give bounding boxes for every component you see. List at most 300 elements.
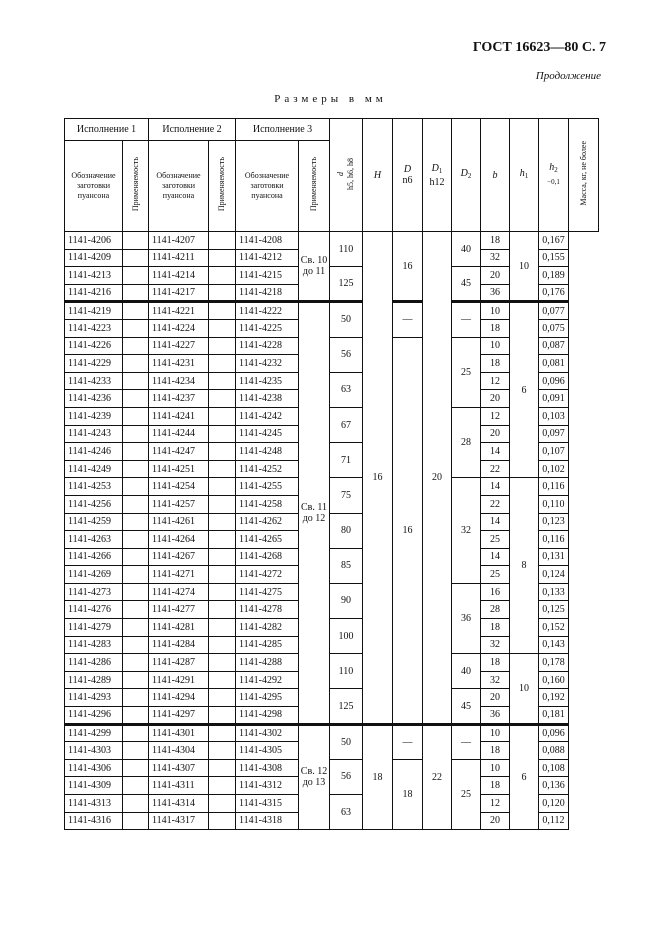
- b-value: 28: [452, 407, 481, 477]
- h1-value: 22: [481, 460, 510, 478]
- mass-value: 0,136: [539, 777, 569, 795]
- applicability-2: [209, 372, 236, 390]
- h1-value: 32: [481, 671, 510, 689]
- designation-3: 1141-4225: [236, 319, 299, 337]
- header-applicability-3: Применяемость: [299, 141, 330, 232]
- designation-1: 1141-4299: [65, 724, 123, 742]
- table-caption: Размеры в мм: [274, 93, 387, 105]
- applicability-1: [123, 689, 149, 707]
- applicability-1: [123, 284, 149, 302]
- applicability-1: [123, 777, 149, 795]
- applicability-1: [123, 460, 149, 478]
- applicability-2: [209, 601, 236, 619]
- designation-1: 1141-4249: [65, 460, 123, 478]
- designation-2: 1141-4297: [149, 707, 209, 725]
- applicability-1: [123, 759, 149, 777]
- mass-value: 0,081: [539, 355, 569, 373]
- d-value: Св. 10 до 11: [299, 232, 330, 302]
- table-row: [65, 654, 599, 672]
- mass-value: 0,160: [539, 671, 569, 689]
- h-value: 125: [330, 267, 363, 302]
- applicability-2: [209, 249, 236, 267]
- mass-value: 0,131: [539, 548, 569, 566]
- designation-1: 1141-4246: [65, 443, 123, 461]
- mass-value: 0,096: [539, 724, 569, 742]
- designation-3: 1141-4232: [236, 355, 299, 373]
- designation-3: 1141-4242: [236, 407, 299, 425]
- mass-value: 0,107: [539, 443, 569, 461]
- designation-2: 1141-4244: [149, 425, 209, 443]
- mass-value: 0,097: [539, 425, 569, 443]
- applicability-1: [123, 355, 149, 373]
- b-value: —: [452, 302, 481, 337]
- h1-value: 18: [481, 319, 510, 337]
- h1-value: 18: [481, 355, 510, 373]
- applicability-2: [209, 337, 236, 355]
- applicability-1: [123, 548, 149, 566]
- designation-1: 1141-4233: [65, 372, 123, 390]
- h1-value: 18: [481, 742, 510, 760]
- h-value: 56: [330, 337, 363, 372]
- mass-value: 0,167: [539, 232, 569, 250]
- designation-2: 1141-4307: [149, 759, 209, 777]
- mass-value: 0,178: [539, 654, 569, 672]
- applicability-2: [209, 478, 236, 496]
- dimensions-table: [64, 118, 599, 830]
- designation-2: 1141-4287: [149, 654, 209, 672]
- h2-value: 10: [510, 232, 539, 302]
- h1-value: 18: [481, 232, 510, 250]
- designation-2: 1141-4281: [149, 619, 209, 637]
- applicability-1: [123, 337, 149, 355]
- designation-1: 1141-4219: [65, 302, 123, 320]
- designation-2: 1141-4207: [149, 232, 209, 250]
- designation-2: 1141-4257: [149, 495, 209, 513]
- d1-value: —: [393, 724, 423, 759]
- applicability-1: [123, 390, 149, 408]
- designation-1: 1141-4293: [65, 689, 123, 707]
- designation-3: 1141-4245: [236, 425, 299, 443]
- b-value: 45: [452, 689, 481, 724]
- b-value: 45: [452, 267, 481, 302]
- designation-3: 1141-4248: [236, 443, 299, 461]
- applicability-1: [123, 407, 149, 425]
- designation-2: 1141-4291: [149, 671, 209, 689]
- applicability-1: [123, 425, 149, 443]
- designation-2: 1141-4274: [149, 583, 209, 601]
- designation-3: 1141-4235: [236, 372, 299, 390]
- mass-value: 0,112: [539, 812, 569, 830]
- b-value: 32: [452, 478, 481, 584]
- designation-3: 1141-4218: [236, 284, 299, 302]
- mass-value: 0,181: [539, 707, 569, 725]
- applicability-2: [209, 671, 236, 689]
- designation-1: 1141-4306: [65, 759, 123, 777]
- designation-2: 1141-4224: [149, 319, 209, 337]
- applicability-1: [123, 795, 149, 813]
- designation-1: 1141-4296: [65, 707, 123, 725]
- applicability-1: [123, 601, 149, 619]
- designation-2: 1141-4221: [149, 302, 209, 320]
- h-value: 56: [330, 759, 363, 794]
- designation-1: 1141-4266: [65, 548, 123, 566]
- group-header-1: Исполнение 1: [65, 119, 149, 141]
- header-mass: Масса, кг, не более: [569, 119, 599, 232]
- header-D: D n6: [393, 119, 423, 232]
- header-applicability-1: Применяемость: [123, 141, 149, 232]
- h1-value: 20: [481, 689, 510, 707]
- designation-2: 1141-4317: [149, 812, 209, 830]
- designation-3: 1141-4228: [236, 337, 299, 355]
- designation-2: 1141-4261: [149, 513, 209, 531]
- applicability-2: [209, 759, 236, 777]
- designation-3: 1141-4295: [236, 689, 299, 707]
- table-row: [65, 478, 599, 496]
- table-row: [65, 232, 599, 250]
- mass-value: 0,123: [539, 513, 569, 531]
- designation-3: 1141-4312: [236, 777, 299, 795]
- h1-value: 14: [481, 513, 510, 531]
- designation-2: 1141-4211: [149, 249, 209, 267]
- applicability-2: [209, 232, 236, 250]
- group-header-2: Исполнение 2: [149, 119, 236, 141]
- designation-2: 1141-4271: [149, 566, 209, 584]
- applicability-1: [123, 566, 149, 584]
- h-value: 125: [330, 689, 363, 724]
- h2-value: 6: [510, 724, 539, 830]
- mass-value: 0,133: [539, 583, 569, 601]
- designation-2: 1141-4251: [149, 460, 209, 478]
- h1-value: 22: [481, 495, 510, 513]
- b-value: 25: [452, 759, 481, 829]
- header-h1: $h_1$: [510, 119, 539, 232]
- mass-value: 0,108: [539, 759, 569, 777]
- b-value: —: [452, 724, 481, 759]
- applicability-1: [123, 654, 149, 672]
- designation-3: 1141-4238: [236, 390, 299, 408]
- applicability-1: [123, 619, 149, 637]
- h1-value: 18: [481, 777, 510, 795]
- h1-value: 25: [481, 566, 510, 584]
- designation-3: 1141-4215: [236, 267, 299, 285]
- h-value: 85: [330, 548, 363, 583]
- designation-3: 1141-4272: [236, 566, 299, 584]
- applicability-2: [209, 583, 236, 601]
- mass-value: 0,192: [539, 689, 569, 707]
- h1-value: 14: [481, 478, 510, 496]
- table-row: [65, 724, 599, 742]
- applicability-2: [209, 707, 236, 725]
- header-d: d h5, h6, h8: [330, 119, 363, 232]
- designation-3: 1141-4255: [236, 478, 299, 496]
- applicability-1: [123, 372, 149, 390]
- group-header-3: Исполнение 3: [236, 119, 330, 141]
- h-value: 80: [330, 513, 363, 548]
- designation-3: 1141-4282: [236, 619, 299, 637]
- h-value: 71: [330, 443, 363, 478]
- applicability-2: [209, 566, 236, 584]
- h1-value: 16: [481, 583, 510, 601]
- mass-value: 0,091: [539, 390, 569, 408]
- h1-value: 36: [481, 284, 510, 302]
- designation-1: 1141-4289: [65, 671, 123, 689]
- designation-3: 1141-4278: [236, 601, 299, 619]
- header-H: H: [363, 119, 393, 232]
- d2-value: 20: [423, 232, 452, 725]
- h1-value: 12: [481, 407, 510, 425]
- applicability-1: [123, 302, 149, 320]
- h-value: 75: [330, 478, 363, 513]
- h1-value: 10: [481, 724, 510, 742]
- designation-1: 1141-4259: [65, 513, 123, 531]
- header-designation-1: Обозначение заготовки пуансона: [65, 141, 123, 232]
- applicability-2: [209, 531, 236, 549]
- table-row: [65, 302, 599, 320]
- mass-value: 0,189: [539, 267, 569, 285]
- mass-value: 0,088: [539, 742, 569, 760]
- h-value: 110: [330, 232, 363, 267]
- designation-3: 1141-4318: [236, 812, 299, 830]
- h-value: 100: [330, 619, 363, 654]
- designation-3: 1141-4258: [236, 495, 299, 513]
- b-value: 25: [452, 337, 481, 407]
- mass-value: 0,103: [539, 407, 569, 425]
- designation-2: 1141-4254: [149, 478, 209, 496]
- h-value: 67: [330, 407, 363, 442]
- h-value: 63: [330, 795, 363, 830]
- designation-3: 1141-4268: [236, 548, 299, 566]
- mass-value: 0,143: [539, 636, 569, 654]
- designation-2: 1141-4231: [149, 355, 209, 373]
- mass-value: 0,087: [539, 337, 569, 355]
- standard-title: ГОСТ 16623—80 С. 7: [472, 40, 606, 55]
- mass-value: 0,077: [539, 302, 569, 320]
- header-b: b: [481, 119, 510, 232]
- applicability-2: [209, 319, 236, 337]
- designation-3: 1141-4285: [236, 636, 299, 654]
- applicability-1: [123, 742, 149, 760]
- mass-value: 0,152: [539, 619, 569, 637]
- designation-2: 1141-4294: [149, 689, 209, 707]
- mass-value: 0,120: [539, 795, 569, 813]
- applicability-1: [123, 267, 149, 285]
- applicability-1: [123, 707, 149, 725]
- b-value: 36: [452, 583, 481, 653]
- d2-value: 22: [423, 724, 452, 830]
- applicability-2: [209, 425, 236, 443]
- designation-3: 1141-4302: [236, 724, 299, 742]
- designation-1: 1141-4209: [65, 249, 123, 267]
- designation-3: 1141-4305: [236, 742, 299, 760]
- applicability-1: [123, 513, 149, 531]
- designation-1: 1141-4239: [65, 407, 123, 425]
- applicability-2: [209, 495, 236, 513]
- designation-3: 1141-4262: [236, 513, 299, 531]
- d-value: Св. 12 до 13: [299, 724, 330, 830]
- designation-2: 1141-4277: [149, 601, 209, 619]
- h1-value: 20: [481, 425, 510, 443]
- applicability-2: [209, 443, 236, 461]
- applicability-1: [123, 812, 149, 830]
- designation-3: 1141-4292: [236, 671, 299, 689]
- applicability-2: [209, 724, 236, 742]
- applicability-1: [123, 583, 149, 601]
- designation-2: 1141-4227: [149, 337, 209, 355]
- mass-value: 0,075: [539, 319, 569, 337]
- d1-value: 16: [393, 232, 423, 302]
- designation-3: 1141-4222: [236, 302, 299, 320]
- designation-1: 1141-4216: [65, 284, 123, 302]
- designation-2: 1141-4311: [149, 777, 209, 795]
- applicability-2: [209, 777, 236, 795]
- applicability-2: [209, 812, 236, 830]
- header-D1: $D_1$ h12: [423, 119, 452, 232]
- applicability-2: [209, 742, 236, 760]
- applicability-2: [209, 654, 236, 672]
- designation-3: 1141-4308: [236, 759, 299, 777]
- mass-value: 0,110: [539, 495, 569, 513]
- mass-value: 0,102: [539, 460, 569, 478]
- designation-2: 1141-4267: [149, 548, 209, 566]
- header-D2: $D_2$: [452, 119, 481, 232]
- designation-1: 1141-4253: [65, 478, 123, 496]
- d1-value: 16: [393, 337, 423, 724]
- designation-2: 1141-4264: [149, 531, 209, 549]
- designation-3: 1141-4252: [236, 460, 299, 478]
- h1-value: 14: [481, 548, 510, 566]
- h-value: 50: [330, 724, 363, 759]
- h1-value: 25: [481, 531, 510, 549]
- designation-1: 1141-4309: [65, 777, 123, 795]
- h1-value: 18: [481, 654, 510, 672]
- h1-value: 36: [481, 707, 510, 725]
- h1-value: 12: [481, 372, 510, 390]
- designation-1: 1141-4226: [65, 337, 123, 355]
- header-h2: $h_2$ −0,1: [539, 119, 569, 232]
- applicability-2: [209, 460, 236, 478]
- h-value: 63: [330, 372, 363, 407]
- designation-1: 1141-4229: [65, 355, 123, 373]
- applicability-2: [209, 284, 236, 302]
- designation-2: 1141-4284: [149, 636, 209, 654]
- applicability-2: [209, 619, 236, 637]
- d1-value: —: [393, 302, 423, 337]
- designation-1: 1141-4276: [65, 601, 123, 619]
- continuation-label: Продолжение: [535, 70, 601, 82]
- designation-3: 1141-4265: [236, 531, 299, 549]
- h1-value: 10: [481, 759, 510, 777]
- designation-3: 1141-4315: [236, 795, 299, 813]
- h1-value: 12: [481, 795, 510, 813]
- applicability-2: [209, 355, 236, 373]
- mass-value: 0,125: [539, 601, 569, 619]
- designation-3: 1141-4212: [236, 249, 299, 267]
- applicability-1: [123, 478, 149, 496]
- applicability-2: [209, 548, 236, 566]
- h2-value: 6: [510, 302, 539, 478]
- applicability-1: [123, 443, 149, 461]
- applicability-1: [123, 249, 149, 267]
- h2-value: 10: [510, 654, 539, 724]
- applicability-2: [209, 795, 236, 813]
- designation-3: 1141-4298: [236, 707, 299, 725]
- header-designation-2: Обозначение заготовки пуансона: [149, 141, 209, 232]
- h1-value: 18: [481, 619, 510, 637]
- designation-3: 1141-4288: [236, 654, 299, 672]
- designation-1: 1141-4223: [65, 319, 123, 337]
- h2-value: 8: [510, 478, 539, 654]
- applicability-1: [123, 319, 149, 337]
- applicability-2: [209, 267, 236, 285]
- designation-1: 1141-4279: [65, 619, 123, 637]
- designation-3: 1141-4208: [236, 232, 299, 250]
- designation-1: 1141-4213: [65, 267, 123, 285]
- h-value: 90: [330, 583, 363, 618]
- designation-1: 1141-4303: [65, 742, 123, 760]
- designation-2: 1141-4304: [149, 742, 209, 760]
- applicability-1: [123, 495, 149, 513]
- header-designation-3: Обозначение заготовки пуансона: [236, 141, 299, 232]
- d-value: 18: [363, 724, 393, 830]
- mass-value: 0,116: [539, 531, 569, 549]
- d-value: Св. 11 до 12: [299, 302, 330, 724]
- designation-3: 1141-4275: [236, 583, 299, 601]
- designation-1: 1141-4243: [65, 425, 123, 443]
- designation-1: 1141-4256: [65, 495, 123, 513]
- h1-value: 10: [481, 337, 510, 355]
- applicability-1: [123, 636, 149, 654]
- applicability-2: [209, 302, 236, 320]
- applicability-1: [123, 671, 149, 689]
- h-value: 110: [330, 654, 363, 689]
- h1-value: 20: [481, 267, 510, 285]
- designation-2: 1141-4241: [149, 407, 209, 425]
- applicability-1: [123, 724, 149, 742]
- applicability-2: [209, 407, 236, 425]
- designation-1: 1141-4286: [65, 654, 123, 672]
- designation-2: 1141-4214: [149, 267, 209, 285]
- designation-1: 1141-4269: [65, 566, 123, 584]
- b-value: 40: [452, 654, 481, 689]
- designation-1: 1141-4316: [65, 812, 123, 830]
- applicability-2: [209, 689, 236, 707]
- designation-1: 1141-4273: [65, 583, 123, 601]
- table-body: [65, 232, 599, 830]
- designation-2: 1141-4237: [149, 390, 209, 408]
- mass-value: 0,116: [539, 478, 569, 496]
- applicability-1: [123, 232, 149, 250]
- h1-value: 20: [481, 390, 510, 408]
- applicability-2: [209, 636, 236, 654]
- designation-2: 1141-4234: [149, 372, 209, 390]
- h1-value: 28: [481, 601, 510, 619]
- mass-value: 0,124: [539, 566, 569, 584]
- designation-1: 1141-4313: [65, 795, 123, 813]
- h1-value: 20: [481, 812, 510, 830]
- d-value: 16: [363, 232, 393, 725]
- h1-value: 14: [481, 443, 510, 461]
- applicability-2: [209, 390, 236, 408]
- designation-1: 1141-4263: [65, 531, 123, 549]
- designation-1: 1141-4236: [65, 390, 123, 408]
- designation-2: 1141-4314: [149, 795, 209, 813]
- designation-1: 1141-4283: [65, 636, 123, 654]
- applicability-1: [123, 531, 149, 549]
- mass-value: 0,176: [539, 284, 569, 302]
- h1-value: 32: [481, 636, 510, 654]
- designation-2: 1141-4217: [149, 284, 209, 302]
- applicability-2: [209, 513, 236, 531]
